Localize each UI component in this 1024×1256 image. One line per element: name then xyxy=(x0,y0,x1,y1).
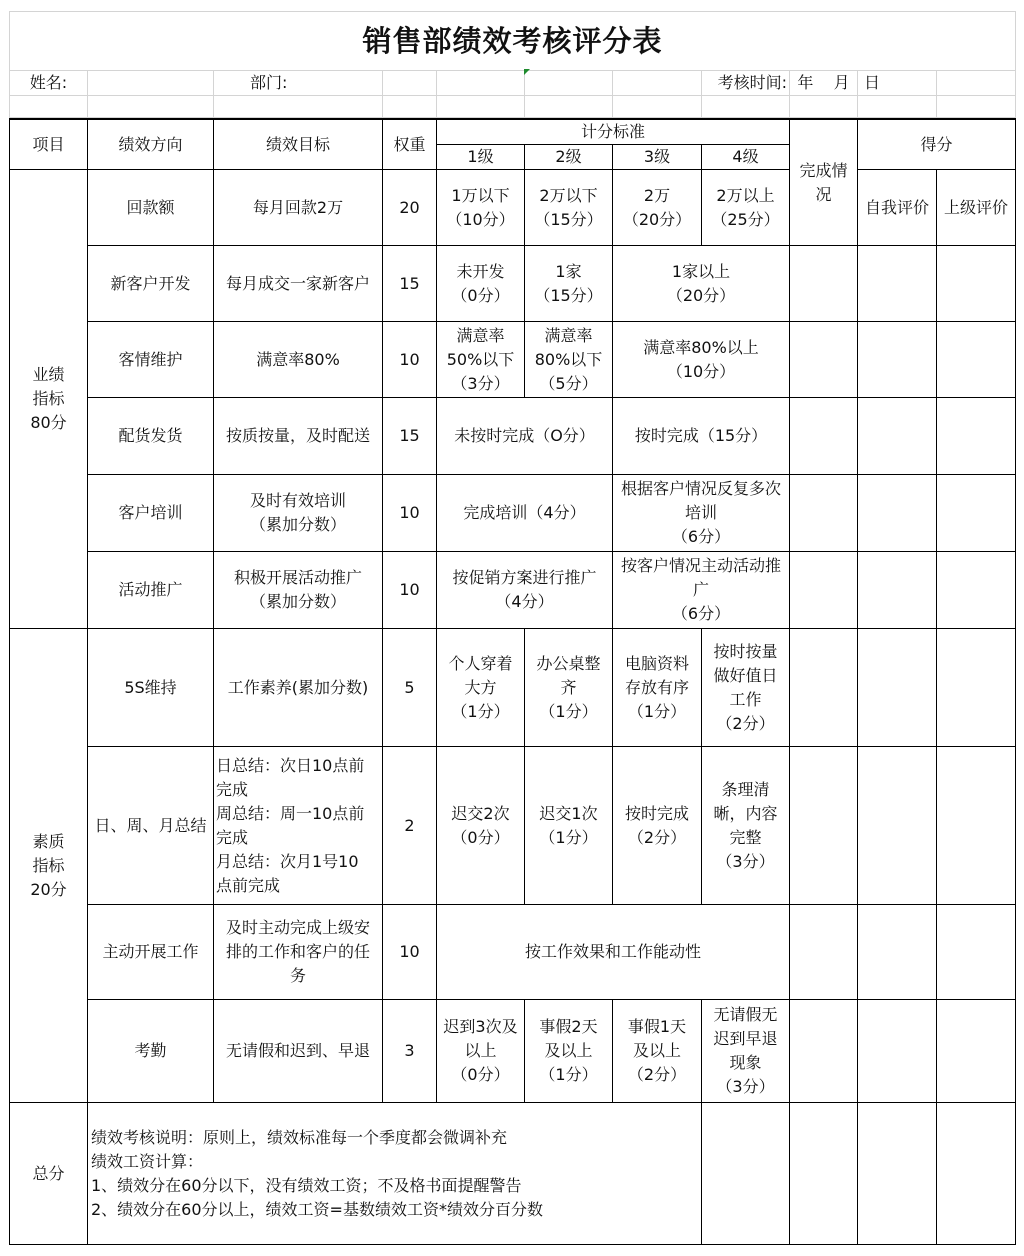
superior-score-cell[interactable] xyxy=(937,1000,1016,1103)
level-cell: 满意率 80%以下 （5分） xyxy=(525,322,613,398)
direction-cell: 回款额 xyxy=(88,170,214,246)
header-score: 得分 xyxy=(858,119,1016,170)
month-label: 月 xyxy=(833,73,850,92)
header-completion: 完成情况 xyxy=(790,119,858,246)
self-score-cell[interactable] xyxy=(858,1103,937,1245)
total-notes: 绩效考核说明：原则上，绩效标准每一个季度都会微调补充 绩效工资计算： 1、绩效分在60分以下，没有绩效工资；不及格书面提醒警告 2、绩效分在60分以上，绩效工资=基数绩效工资*绩效分百分数 xyxy=(88,1103,702,1245)
target-cell: 每月成交一家新客户 xyxy=(214,246,383,322)
day-label: 日 xyxy=(858,71,937,96)
superior-score-cell[interactable] xyxy=(937,475,1016,552)
superior-score-cell[interactable] xyxy=(937,1103,1016,1245)
level-cell: 个人穿着 大方 （1分） xyxy=(437,629,525,747)
cell-comment-marker xyxy=(524,69,530,75)
weight-cell: 5 xyxy=(383,629,437,747)
level-cell: 办公桌整 齐 （1分） xyxy=(525,629,613,747)
self-score-cell[interactable] xyxy=(858,552,937,629)
level-cell: 按时完成 （2分） xyxy=(613,747,702,905)
self-score-cell[interactable] xyxy=(858,747,937,905)
superior-score-cell[interactable] xyxy=(937,398,1016,475)
level-cell: 无请假无 迟到早退 现象 （3分） xyxy=(702,1000,790,1103)
completion-cell[interactable] xyxy=(790,322,858,398)
completion-cell[interactable] xyxy=(790,1000,858,1103)
header-level-2: 2级 xyxy=(525,145,613,170)
target-cell: 积极开展活动推广 （累加分数） xyxy=(214,552,383,629)
direction-cell: 5S维持 xyxy=(88,629,214,747)
assessment-table xyxy=(9,118,1016,1245)
dept-label: 部门: xyxy=(214,71,383,96)
sheet-title: 销售部绩效考核评分表 xyxy=(10,12,1016,71)
superior-eval-header: 上级评价 xyxy=(937,170,1016,246)
weight-cell: 15 xyxy=(383,246,437,322)
level-cell: 按客户情况主动活动推 广 （6分） xyxy=(613,552,790,629)
self-score-cell[interactable] xyxy=(858,246,937,322)
header-weight: 权重 xyxy=(383,119,437,170)
level-cell: 完成培训（4分） xyxy=(437,475,613,552)
target-cell: 及时有效培训 （累加分数） xyxy=(214,475,383,552)
total-label: 总分 xyxy=(10,1103,88,1245)
completion-cell[interactable] xyxy=(790,246,858,322)
level-cell: 按促销方案进行推广 （4分） xyxy=(437,552,613,629)
score-table xyxy=(9,11,1016,118)
self-score-cell[interactable] xyxy=(858,905,937,1000)
level-cell: 2万以下 （15分） xyxy=(525,170,613,246)
level-cell: 事假1天 及以上 （2分） xyxy=(613,1000,702,1103)
superior-score-cell[interactable] xyxy=(937,552,1016,629)
level-cell: 满意率80%以上 （10分） xyxy=(613,322,790,398)
weight-cell: 20 xyxy=(383,170,437,246)
level-cell: 事假2天 及以上 （1分） xyxy=(525,1000,613,1103)
completion-cell[interactable] xyxy=(790,905,858,1000)
weight-cell: 10 xyxy=(383,552,437,629)
direction-cell: 客情维护 xyxy=(88,322,214,398)
completion-cell[interactable] xyxy=(790,398,858,475)
superior-score-cell[interactable] xyxy=(937,322,1016,398)
direction-cell: 配货发货 xyxy=(88,398,214,475)
dept-value-cell[interactable] xyxy=(437,71,525,96)
name-label: 姓名: xyxy=(10,71,88,96)
header-item: 项目 xyxy=(10,119,88,170)
time-value-cell[interactable] xyxy=(790,71,858,96)
direction-cell: 日、周、月总结 xyxy=(88,747,214,905)
target-cell: 无请假和迟到、早退 xyxy=(214,1000,383,1103)
self-score-cell[interactable] xyxy=(858,629,937,747)
section-quality-label: 素质 指标 20分 xyxy=(10,629,88,1103)
level-cell: 迟交1次 （1分） xyxy=(525,747,613,905)
superior-score-cell[interactable] xyxy=(937,246,1016,322)
direction-cell: 活动推广 xyxy=(88,552,214,629)
section-performance-label: 业绩 指标 80分 xyxy=(10,170,88,629)
header-target: 绩效目标 xyxy=(214,119,383,170)
completion-cell[interactable] xyxy=(790,475,858,552)
weight-cell: 10 xyxy=(383,475,437,552)
level-cell: 按工作效果和工作能动性 xyxy=(437,905,790,1000)
completion-cell[interactable] xyxy=(790,747,858,905)
level-cell: 2万 （20分） xyxy=(613,170,702,246)
direction-cell: 客户培训 xyxy=(88,475,214,552)
header-level-1: 1级 xyxy=(437,145,525,170)
level-cell: 1家 （15分） xyxy=(525,246,613,322)
self-score-cell[interactable] xyxy=(858,475,937,552)
name-value-cell[interactable] xyxy=(88,71,214,96)
direction-cell: 新客户开发 xyxy=(88,246,214,322)
header-scoring: 计分标准 xyxy=(437,119,790,145)
self-score-cell[interactable] xyxy=(858,1000,937,1103)
level-cell: 2万以上 （25分） xyxy=(702,170,790,246)
superior-score-cell[interactable] xyxy=(937,905,1016,1000)
weight-cell: 10 xyxy=(383,322,437,398)
self-score-cell[interactable] xyxy=(858,398,937,475)
completion-cell[interactable] xyxy=(790,552,858,629)
weight-cell: 2 xyxy=(383,747,437,905)
weight-cell: 3 xyxy=(383,1000,437,1103)
self-eval-header: 自我评价 xyxy=(858,170,937,246)
weight-cell: 15 xyxy=(383,398,437,475)
weight-cell: 10 xyxy=(383,905,437,1000)
header-level-4: 4级 xyxy=(702,145,790,170)
level-cell: 迟交2次 （0分） xyxy=(437,747,525,905)
self-score-cell[interactable] xyxy=(858,322,937,398)
level-cell: 按时按量 做好值日 工作 （2分） xyxy=(702,629,790,747)
header-level-3: 3级 xyxy=(613,145,702,170)
level-cell: 电脑资料 存放有序 （1分） xyxy=(613,629,702,747)
target-cell: 工作素养(累加分数) xyxy=(214,629,383,747)
level-cell: 迟到3次及 以上 （0分） xyxy=(437,1000,525,1103)
header-direction: 绩效方向 xyxy=(88,119,214,170)
level-cell: 按时完成（15分） xyxy=(613,398,790,475)
superior-score-cell[interactable] xyxy=(937,747,1016,905)
level-cell: 1万以下 （10分） xyxy=(437,170,525,246)
direction-cell: 主动开展工作 xyxy=(88,905,214,1000)
year-label: 年 xyxy=(797,73,814,92)
level-cell: 条理清 晰，内容 完整 （3分） xyxy=(702,747,790,905)
level-cell: 根据客户情况反复多次 培训 （6分） xyxy=(613,475,790,552)
target-cell: 每月回款2万 xyxy=(214,170,383,246)
time-label: 考核时间: xyxy=(702,71,790,96)
superior-score-cell[interactable] xyxy=(937,629,1016,747)
target-cell: 按质按量，及时配送 xyxy=(214,398,383,475)
level-cell: 未开发 （0分） xyxy=(437,246,525,322)
direction-cell: 考勤 xyxy=(88,1000,214,1103)
level-cell: 未按时完成（O分） xyxy=(437,398,613,475)
level-cell: 1家以上 （20分） xyxy=(613,246,790,322)
target-cell: 及时主动完成上级安 排的工作和客户的任 务 xyxy=(214,905,383,1000)
target-cell: 满意率80% xyxy=(214,322,383,398)
completion-cell[interactable] xyxy=(790,629,858,747)
target-cell: 日总结：次日10点前 完成 周总结：周一10点前 完成 月总结：次月1号10 点前完成 xyxy=(214,747,383,905)
level-cell: 满意率 50%以下 （3分） xyxy=(437,322,525,398)
completion-cell[interactable] xyxy=(790,1103,858,1245)
